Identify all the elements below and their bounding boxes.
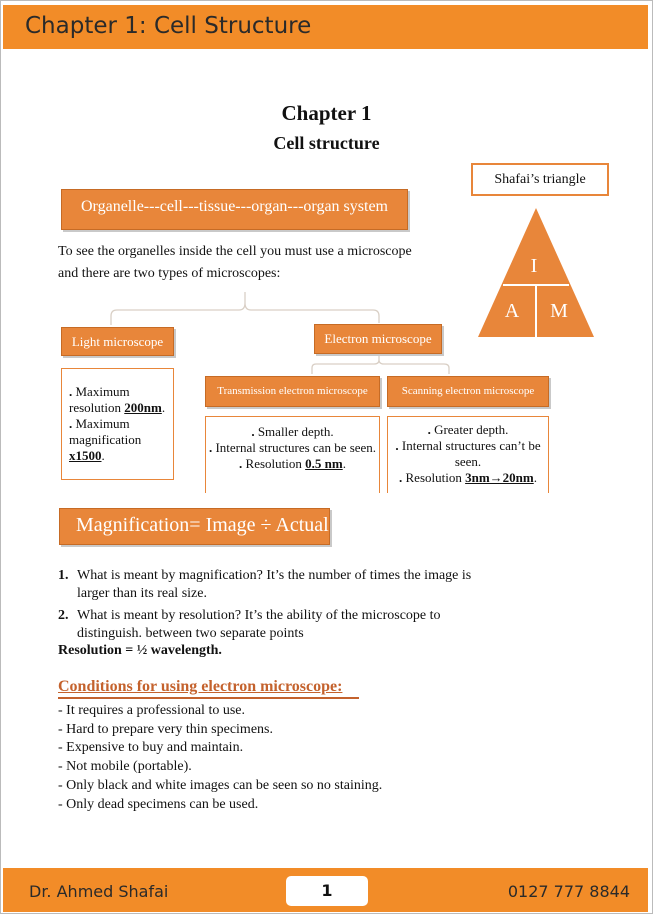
- scanning-em-details: [387, 416, 549, 493]
- condition-item: - It requires a professional to use.: [58, 703, 245, 718]
- intro-line-2: and there are two types of microscopes:: [58, 266, 281, 281]
- condition-item: - Not mobile (portable).: [58, 759, 192, 775]
- light-microscope-title: Light microscope: [61, 327, 174, 356]
- conditions-underline-rule: [58, 697, 359, 699]
- question-1: 1. What is meant by magnification? It’s the number of times the image is larger than its real size.: [58, 568, 472, 601]
- scanning-em-title: Scanning electron microscope: [387, 376, 549, 407]
- electron-microscope-title: Electron microscope: [314, 324, 442, 354]
- resolution-formula: Resolution = ½ wavelength.: [58, 643, 222, 658]
- tem-resolution: . Resolution 0.5 nm.: [239, 456, 346, 471]
- tem-line-1: . Smaller depth.: [251, 424, 334, 439]
- sem-line-1: . Greater depth.: [427, 422, 509, 437]
- lm-resolution: . Maximum resolution 200nm.: [69, 384, 166, 415]
- sem-line-2: . Internal structures can’t be seen.: [395, 438, 541, 469]
- light-microscope-details: [61, 368, 174, 480]
- intro-line-1: To see the organelles inside the cell you must use a microscope: [58, 244, 412, 259]
- sem-resolution: . Resolution 3nm→20nm.: [399, 470, 537, 485]
- tem-line-2: . Internal structures can be seen.: [208, 440, 377, 455]
- organization-chain-box: Organelle---cell---tissue---organ---organ system: [61, 189, 408, 230]
- lm-magnification-value: x1500: [69, 448, 102, 463]
- footer-author: Dr. Ahmed Shafai: [29, 882, 169, 901]
- intro-text: [58, 241, 448, 285]
- magnification-formula-box: Magnification= Image ÷ Actual: [59, 508, 330, 545]
- triangle-letter-m: M: [550, 300, 568, 322]
- footer-phone: 0127 777 8844: [507, 882, 630, 901]
- transmission-em-details: [205, 416, 380, 493]
- shafai-triangle-diagram: [476, 208, 596, 338]
- chapter-subtitle: Cell structure: [273, 133, 380, 153]
- lm-resolution-value: 200nm: [124, 400, 162, 415]
- question-2: 2. What is meant by resolution? It’s the ability of the microscope to distinguish. between two separate points: [58, 608, 441, 641]
- triangle-letter-i: I: [530, 255, 538, 277]
- condition-item: - Only dead specimens can be used.: [58, 796, 259, 812]
- lm-magnification: . Maximum magnification x1500.: [69, 416, 142, 463]
- triangle-letter-a: A: [504, 300, 520, 322]
- condition-item: - Hard to prepare very thin specimens.: [58, 721, 273, 737]
- triangle-label: Shafai’s triangle: [471, 163, 609, 196]
- condition-item: - Expensive to buy and maintain.: [58, 740, 244, 756]
- chapter-heading: Chapter 1: [281, 101, 372, 125]
- conditions-list: [58, 702, 382, 814]
- page-number: 1: [286, 876, 368, 906]
- header-title: Chapter 1: Cell Structure: [25, 13, 312, 39]
- sem-resolution-value: 3nm→20nm: [465, 470, 534, 485]
- transmission-em-title: Transmission electron microscope: [205, 376, 380, 407]
- footer-bar: [3, 868, 648, 912]
- condition-item: - Only black and white images can be seen so no staining.: [58, 777, 383, 793]
- tem-resolution-value: 0.5 nm: [305, 456, 343, 471]
- header-bar: [3, 5, 648, 49]
- conditions-title: Conditions for using electron microscope:: [58, 678, 343, 695]
